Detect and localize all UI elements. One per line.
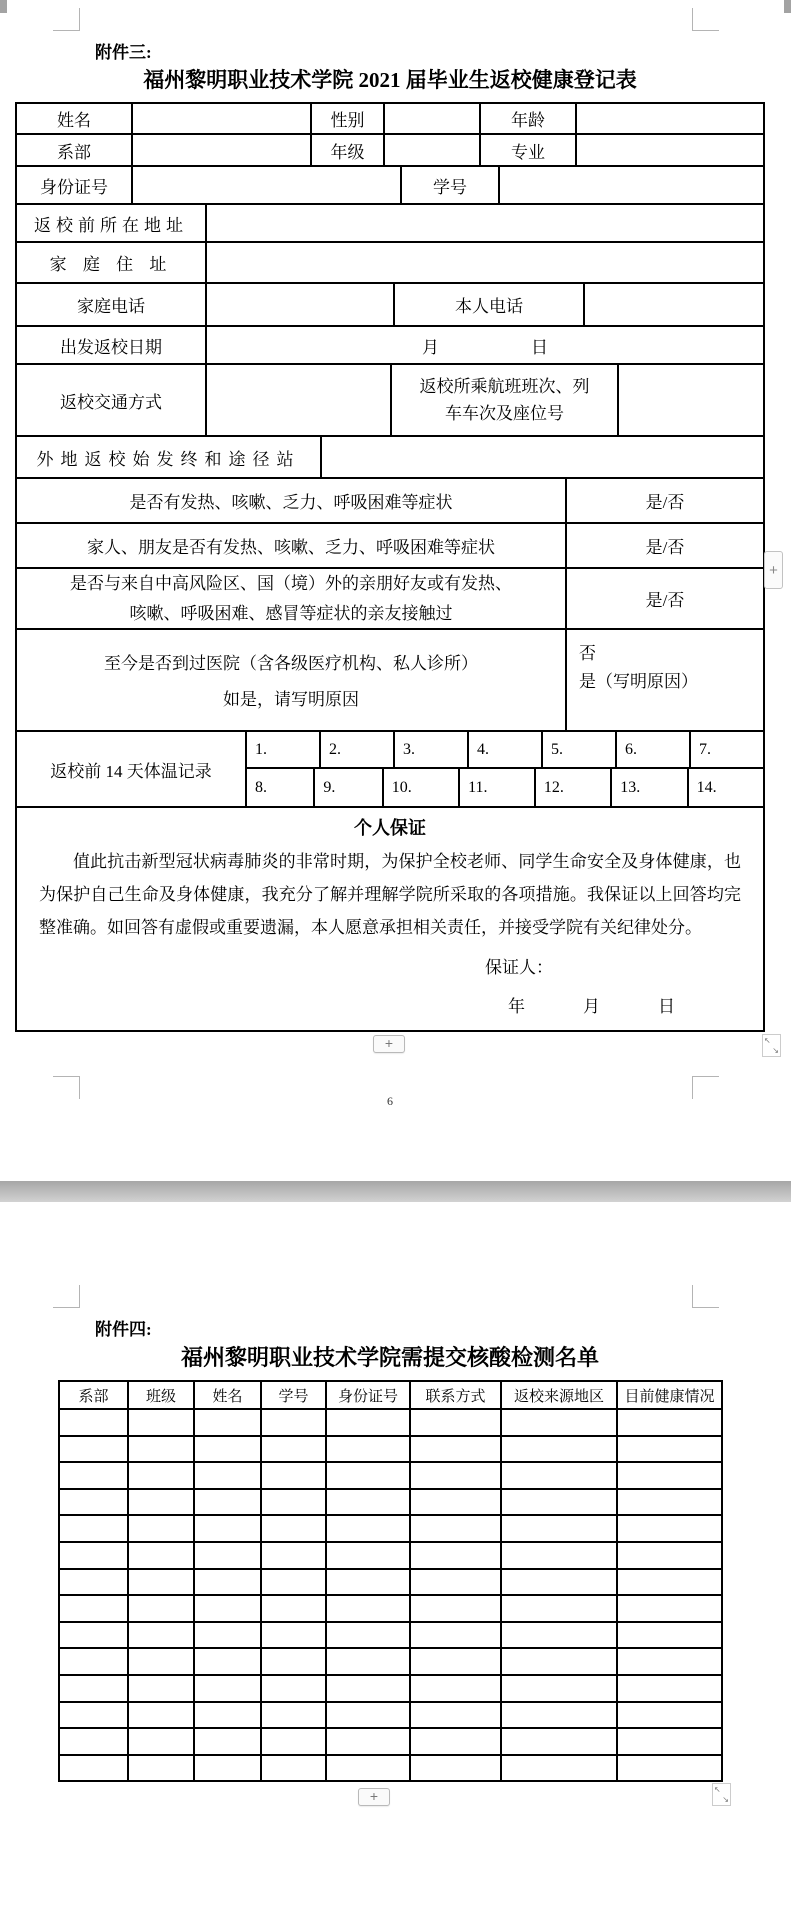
table-row	[17, 205, 763, 243]
table-row	[17, 135, 763, 167]
temperature-day-cell[interactable]: 10.	[384, 769, 460, 806]
roster-empty-cell[interactable]	[410, 1755, 501, 1782]
roster-empty-cell[interactable]	[410, 1409, 501, 1436]
roster-empty-cell[interactable]	[59, 1542, 128, 1569]
roster-row	[59, 1489, 722, 1516]
department-input-cell[interactable]	[133, 135, 312, 165]
crop-mark-top-right	[692, 8, 719, 31]
major-label: 专业	[481, 135, 577, 165]
roster-empty-cell[interactable]	[128, 1595, 194, 1622]
roster-empty-cell[interactable]	[128, 1515, 194, 1542]
roster-empty-cell[interactable]	[617, 1622, 722, 1649]
temperature-day-cell[interactable]: 11.	[460, 769, 536, 806]
roster-empty-cell[interactable]	[326, 1675, 410, 1702]
grade-input-cell[interactable]	[385, 135, 481, 165]
roster-empty-cell[interactable]	[410, 1542, 501, 1569]
roster-row	[59, 1595, 722, 1622]
roster-empty-cell[interactable]	[501, 1462, 617, 1489]
roster-empty-cell[interactable]	[617, 1436, 722, 1463]
flight-train-input-cell[interactable]	[619, 365, 763, 435]
roster-header-cell: 系部	[59, 1381, 128, 1409]
roster-empty-cell[interactable]	[194, 1462, 261, 1489]
crop-mark-top-left	[53, 8, 80, 31]
question-family-symptoms: 家人、朋友是否有发热、咳嗽、乏力、呼吸困难等症状	[17, 524, 567, 567]
roster-empty-cell[interactable]	[261, 1702, 326, 1729]
home-phone-label: 家庭电话	[17, 284, 207, 325]
roster-empty-cell[interactable]	[501, 1409, 617, 1436]
roster-row	[59, 1702, 722, 1729]
origin-stations-label: 外地返校始发终和途径站	[17, 437, 322, 477]
roster-empty-cell[interactable]	[194, 1595, 261, 1622]
roster-empty-cell[interactable]	[59, 1409, 128, 1436]
table1-resize-handle[interactable]	[762, 1034, 781, 1057]
table-row	[17, 808, 763, 1030]
temperature-day-cell[interactable]: 13.	[612, 769, 688, 806]
roster-empty-cell[interactable]	[501, 1569, 617, 1596]
roster-empty-cell[interactable]	[128, 1569, 194, 1596]
roster-empty-cell[interactable]	[501, 1648, 617, 1675]
departure-date-input-cell[interactable]	[207, 327, 763, 363]
transport-label: 返校交通方式	[17, 365, 207, 435]
temperature-day-cell[interactable]: 3.	[395, 732, 469, 767]
pledge-heading: 个人保证	[354, 818, 426, 838]
resize-arrow-se-icon: ↘	[772, 1046, 779, 1055]
roster-row	[59, 1648, 722, 1675]
roster-empty-cell[interactable]	[326, 1462, 410, 1489]
gender-input-cell[interactable]	[385, 104, 481, 133]
resize-arrow-nw-icon: ↖	[714, 1785, 721, 1794]
answer-hospital-cell[interactable]	[567, 630, 763, 730]
roster-empty-cell[interactable]	[59, 1622, 128, 1649]
page2-title: 福州黎明职业技术学院需提交核酸检测名单	[180, 1345, 599, 1370]
table-add-column-button[interactable]	[764, 551, 783, 589]
table-row	[17, 630, 763, 732]
month-char: 月	[422, 337, 439, 357]
roster-empty-cell[interactable]	[59, 1436, 128, 1463]
page1-title: 福州黎明职业技术学院 2021 届毕业生返校健康登记表	[143, 68, 637, 92]
roster-empty-cell[interactable]	[410, 1436, 501, 1463]
roster-empty-cell[interactable]	[128, 1436, 194, 1463]
roster-header-cell: 目前健康情况	[617, 1381, 722, 1409]
roster-empty-cell[interactable]	[617, 1648, 722, 1675]
table-row	[17, 479, 763, 524]
transport-input-cell[interactable]	[207, 365, 392, 435]
roster-empty-cell[interactable]	[326, 1515, 410, 1542]
table-row	[17, 104, 763, 135]
departure-date-label: 出发返校日期	[17, 327, 207, 363]
roster-empty-cell[interactable]	[410, 1702, 501, 1729]
gender-label: 性别	[312, 104, 385, 133]
roster-empty-cell[interactable]	[128, 1675, 194, 1702]
temperature-row-2	[247, 769, 763, 806]
roster-empty-cell[interactable]	[194, 1702, 261, 1729]
roster-empty-cell[interactable]	[326, 1648, 410, 1675]
table2-add-row-button[interactable]	[358, 1788, 390, 1806]
roster-header-cell: 姓名	[194, 1381, 261, 1409]
roster-empty-cell[interactable]	[617, 1462, 722, 1489]
roster-empty-cell[interactable]	[410, 1462, 501, 1489]
roster-row	[59, 1436, 722, 1463]
roster-empty-cell[interactable]	[501, 1436, 617, 1463]
roster-empty-cell[interactable]	[501, 1755, 617, 1782]
roster-header-cell: 班级	[128, 1381, 194, 1409]
page-number: 6	[387, 1094, 393, 1108]
roster-empty-cell[interactable]	[194, 1515, 261, 1542]
roster-empty-cell[interactable]	[617, 1489, 722, 1516]
pre-return-address-label: 返校前所在地址	[17, 205, 207, 241]
roster-empty-cell[interactable]	[194, 1489, 261, 1516]
roster-empty-cell[interactable]	[326, 1728, 410, 1755]
roster-empty-cell[interactable]	[617, 1702, 722, 1729]
roster-empty-cell[interactable]	[128, 1728, 194, 1755]
table-row	[17, 284, 763, 327]
question-hospital: 至今是否到过医院（含各级医疗机构、私人诊所） 如是，请写明原因	[17, 630, 567, 730]
roster-empty-cell[interactable]	[617, 1569, 722, 1596]
temperature-day-cell[interactable]: 12.	[536, 769, 612, 806]
roster-empty-cell[interactable]	[410, 1569, 501, 1596]
roster-empty-cell[interactable]	[617, 1675, 722, 1702]
pledge-section	[17, 808, 763, 1030]
roster-empty-cell[interactable]	[410, 1675, 501, 1702]
roster-empty-cell[interactable]	[59, 1595, 128, 1622]
roster-header-cell: 返校来源地区	[501, 1381, 617, 1409]
roster-empty-cell[interactable]	[261, 1515, 326, 1542]
major-input-cell[interactable]	[577, 135, 763, 165]
roster-empty-cell[interactable]	[617, 1755, 722, 1782]
chrome-notch-right	[784, 0, 791, 13]
roster-empty-cell[interactable]	[261, 1569, 326, 1596]
grade-label: 年级	[312, 135, 385, 165]
question-contact: 是否与来自中高风险区、国（境）外的亲朋好友或有发热、 咳嗽、呼吸困难、感冒等症状的亲友接触过	[17, 569, 567, 628]
roster-empty-cell[interactable]	[501, 1702, 617, 1729]
roster-empty-cell[interactable]	[194, 1622, 261, 1649]
roster-empty-cell[interactable]	[617, 1595, 722, 1622]
roster-empty-cell[interactable]	[501, 1622, 617, 1649]
roster-empty-cell[interactable]	[128, 1755, 194, 1782]
roster-empty-cell[interactable]	[617, 1728, 722, 1755]
table-row	[17, 524, 763, 569]
id-number-label: 身份证号	[17, 167, 133, 203]
answer-family-symptoms-cell[interactable]: 是/否	[645, 538, 685, 557]
month-char: 月	[583, 997, 600, 1016]
roster-row	[59, 1622, 722, 1649]
roster-header-cell: 联系方式	[410, 1381, 501, 1409]
roster-empty-cell[interactable]	[59, 1489, 128, 1516]
roster-row	[59, 1569, 722, 1596]
roster-empty-cell[interactable]	[326, 1436, 410, 1463]
origin-stations-input-cell[interactable]	[322, 437, 763, 477]
answer-no: 否	[579, 644, 596, 663]
chrome-notch-left	[0, 0, 7, 13]
temperature-grid	[247, 732, 763, 806]
roster-empty-cell[interactable]	[326, 1755, 410, 1782]
age-label: 年龄	[481, 104, 577, 133]
table-row	[17, 437, 763, 479]
home-address-input-cell[interactable]	[207, 243, 763, 282]
student-number-input-cell[interactable]	[500, 167, 763, 203]
temperature-label: 返校前 14 天体温记录	[17, 732, 247, 806]
roster-empty-cell[interactable]	[194, 1728, 261, 1755]
roster-empty-cell[interactable]	[410, 1489, 501, 1516]
roster-empty-cell[interactable]	[59, 1728, 128, 1755]
table-row	[17, 365, 763, 437]
table-row	[17, 732, 763, 808]
student-number-label: 学号	[402, 167, 500, 203]
guarantor-label[interactable]: 保证人：	[485, 958, 553, 977]
table-row	[17, 569, 763, 630]
roster-empty-cell[interactable]	[59, 1569, 128, 1596]
roster-empty-cell[interactable]	[326, 1595, 410, 1622]
roster-empty-cell[interactable]	[194, 1675, 261, 1702]
roster-empty-cell[interactable]	[501, 1675, 617, 1702]
roster-empty-cell[interactable]	[501, 1515, 617, 1542]
roster-empty-cell[interactable]	[326, 1409, 410, 1436]
nucleic-acid-roster-table	[58, 1380, 723, 1782]
pledge-date-line[interactable]	[31, 992, 749, 1017]
temperature-day-cell[interactable]: 14.	[696, 778, 717, 796]
name-input-cell[interactable]	[133, 104, 312, 133]
roster-row	[59, 1542, 722, 1569]
home-phone-input-cell[interactable]	[207, 284, 395, 325]
roster-empty-cell[interactable]	[261, 1409, 326, 1436]
roster-empty-cell[interactable]	[501, 1728, 617, 1755]
roster-empty-cell[interactable]	[410, 1622, 501, 1649]
pre-return-address-input-cell[interactable]	[207, 205, 763, 241]
roster-empty-cell[interactable]	[59, 1515, 128, 1542]
roster-empty-cell[interactable]	[617, 1542, 722, 1569]
roster-empty-cell[interactable]	[261, 1489, 326, 1516]
roster-empty-cell[interactable]	[194, 1542, 261, 1569]
roster-empty-cell[interactable]	[501, 1595, 617, 1622]
roster-empty-cell[interactable]	[261, 1728, 326, 1755]
name-label: 姓名	[17, 104, 133, 133]
roster-empty-cell[interactable]	[194, 1569, 261, 1596]
table-row	[17, 243, 763, 284]
flight-train-label: 返校所乘航班班次、列 车车次及座位号	[392, 365, 619, 435]
roster-empty-cell[interactable]	[326, 1702, 410, 1729]
roster-empty-cell[interactable]	[261, 1675, 326, 1702]
personal-phone-input-cell[interactable]	[585, 284, 763, 325]
page-divider	[0, 1181, 791, 1202]
temperature-day-cell[interactable]: 2.	[321, 732, 395, 767]
roster-empty-cell[interactable]	[326, 1622, 410, 1649]
temperature-day-cell[interactable]: 8.	[247, 769, 315, 806]
roster-empty-cell[interactable]	[194, 1648, 261, 1675]
roster-empty-cell[interactable]	[501, 1489, 617, 1516]
crop-mark-top-left	[53, 1285, 80, 1308]
day-char: 日	[658, 997, 675, 1016]
attachment3-label: 附件三:	[95, 43, 152, 62]
temperature-day-cell[interactable]: 5.	[543, 732, 617, 767]
roster-empty-cell[interactable]	[194, 1409, 261, 1436]
temperature-day-cell[interactable]: 4.	[469, 732, 543, 767]
temperature-day-cell[interactable]: 7.	[699, 740, 711, 758]
roster-row	[59, 1755, 722, 1782]
roster-empty-cell[interactable]	[261, 1462, 326, 1489]
health-registration-table	[15, 102, 765, 1032]
roster-empty-cell[interactable]	[128, 1462, 194, 1489]
answer-symptoms-cell[interactable]: 是/否	[645, 493, 685, 512]
answer-contact-cell[interactable]: 是/否	[645, 591, 685, 610]
answer-yes-reason: 是（写明原因）	[579, 672, 698, 691]
roster-header-cell: 身份证号	[326, 1381, 410, 1409]
temperature-day-cell[interactable]: 6.	[617, 732, 691, 767]
roster-empty-cell[interactable]	[261, 1595, 326, 1622]
day-char: 日	[531, 337, 548, 357]
roster-empty-cell[interactable]	[59, 1755, 128, 1782]
table1-add-row-button[interactable]	[373, 1035, 405, 1053]
roster-row	[59, 1675, 722, 1702]
question-symptoms: 是否有发热、咳嗽、乏力、呼吸困难等症状	[17, 479, 567, 522]
roster-row	[59, 1409, 722, 1436]
roster-empty-cell[interactable]	[326, 1489, 410, 1516]
roster-empty-cell[interactable]	[617, 1515, 722, 1542]
roster-empty-cell[interactable]	[194, 1436, 261, 1463]
year-char: 年	[508, 997, 525, 1016]
roster-empty-cell[interactable]	[326, 1569, 410, 1596]
roster-empty-cell[interactable]	[128, 1622, 194, 1649]
temperature-row-1	[247, 732, 763, 769]
plus-icon: +	[769, 561, 778, 579]
attachment4-label: 附件四:	[95, 1320, 152, 1339]
temperature-day-cell[interactable]: 9.	[315, 769, 383, 806]
roster-row	[59, 1728, 722, 1755]
table-row	[17, 327, 763, 365]
personal-phone-label: 本人电话	[395, 284, 585, 325]
temperature-day-cell[interactable]: 1.	[247, 732, 321, 767]
roster-empty-cell[interactable]	[326, 1542, 410, 1569]
roster-empty-cell[interactable]	[617, 1409, 722, 1436]
roster-empty-cell[interactable]	[410, 1648, 501, 1675]
roster-empty-cell[interactable]	[59, 1462, 128, 1489]
roster-empty-cell[interactable]	[59, 1648, 128, 1675]
roster-empty-cell[interactable]	[59, 1702, 128, 1729]
roster-empty-cell[interactable]	[194, 1755, 261, 1782]
roster-empty-cell[interactable]	[128, 1489, 194, 1516]
roster-row	[59, 1515, 722, 1542]
table-row	[17, 167, 763, 205]
roster-empty-cell[interactable]	[261, 1542, 326, 1569]
roster-empty-cell[interactable]	[128, 1542, 194, 1569]
crop-mark-top-right	[692, 1285, 719, 1308]
roster-empty-cell[interactable]	[261, 1622, 326, 1649]
roster-empty-cell[interactable]	[261, 1755, 326, 1782]
department-label: 系部	[17, 135, 133, 165]
age-input-cell[interactable]	[577, 104, 763, 133]
roster-row	[59, 1462, 722, 1489]
home-address-label: 家 庭 住 址	[17, 243, 207, 282]
pledge-body: 值此抗击新型冠状病毒肺炎的非常时期，为保护全校老师、同学生命安全及身体健康，也为保护自己生命及身体健康，我充分了解并理解学院所采取的各项措施。我保证以上回答均完整准确。如回答有虚假或重要遗漏，本人愿意承担相关责任，并接受学院有关纪律处分。	[39, 852, 741, 937]
id-number-input-cell[interactable]	[133, 167, 402, 203]
roster-empty-cell[interactable]	[501, 1542, 617, 1569]
resize-arrow-nw-icon: ↖	[764, 1036, 771, 1045]
roster-header-cell: 学号	[261, 1381, 326, 1409]
roster-empty-cell[interactable]	[410, 1515, 501, 1542]
plus-icon: +	[369, 1788, 379, 1804]
roster-empty-cell[interactable]	[261, 1648, 326, 1675]
resize-arrow-se-icon: ↘	[722, 1795, 729, 1804]
roster-empty-cell[interactable]	[410, 1595, 501, 1622]
plus-icon: +	[384, 1035, 394, 1051]
roster-empty-cell[interactable]	[128, 1702, 194, 1729]
roster-header-row	[59, 1381, 722, 1409]
roster-empty-cell[interactable]	[410, 1728, 501, 1755]
roster-empty-cell[interactable]	[261, 1436, 326, 1463]
roster-empty-cell[interactable]	[128, 1648, 194, 1675]
table2-resize-handle[interactable]	[712, 1783, 731, 1806]
roster-empty-cell[interactable]	[59, 1675, 128, 1702]
roster-empty-cell[interactable]	[128, 1409, 194, 1436]
